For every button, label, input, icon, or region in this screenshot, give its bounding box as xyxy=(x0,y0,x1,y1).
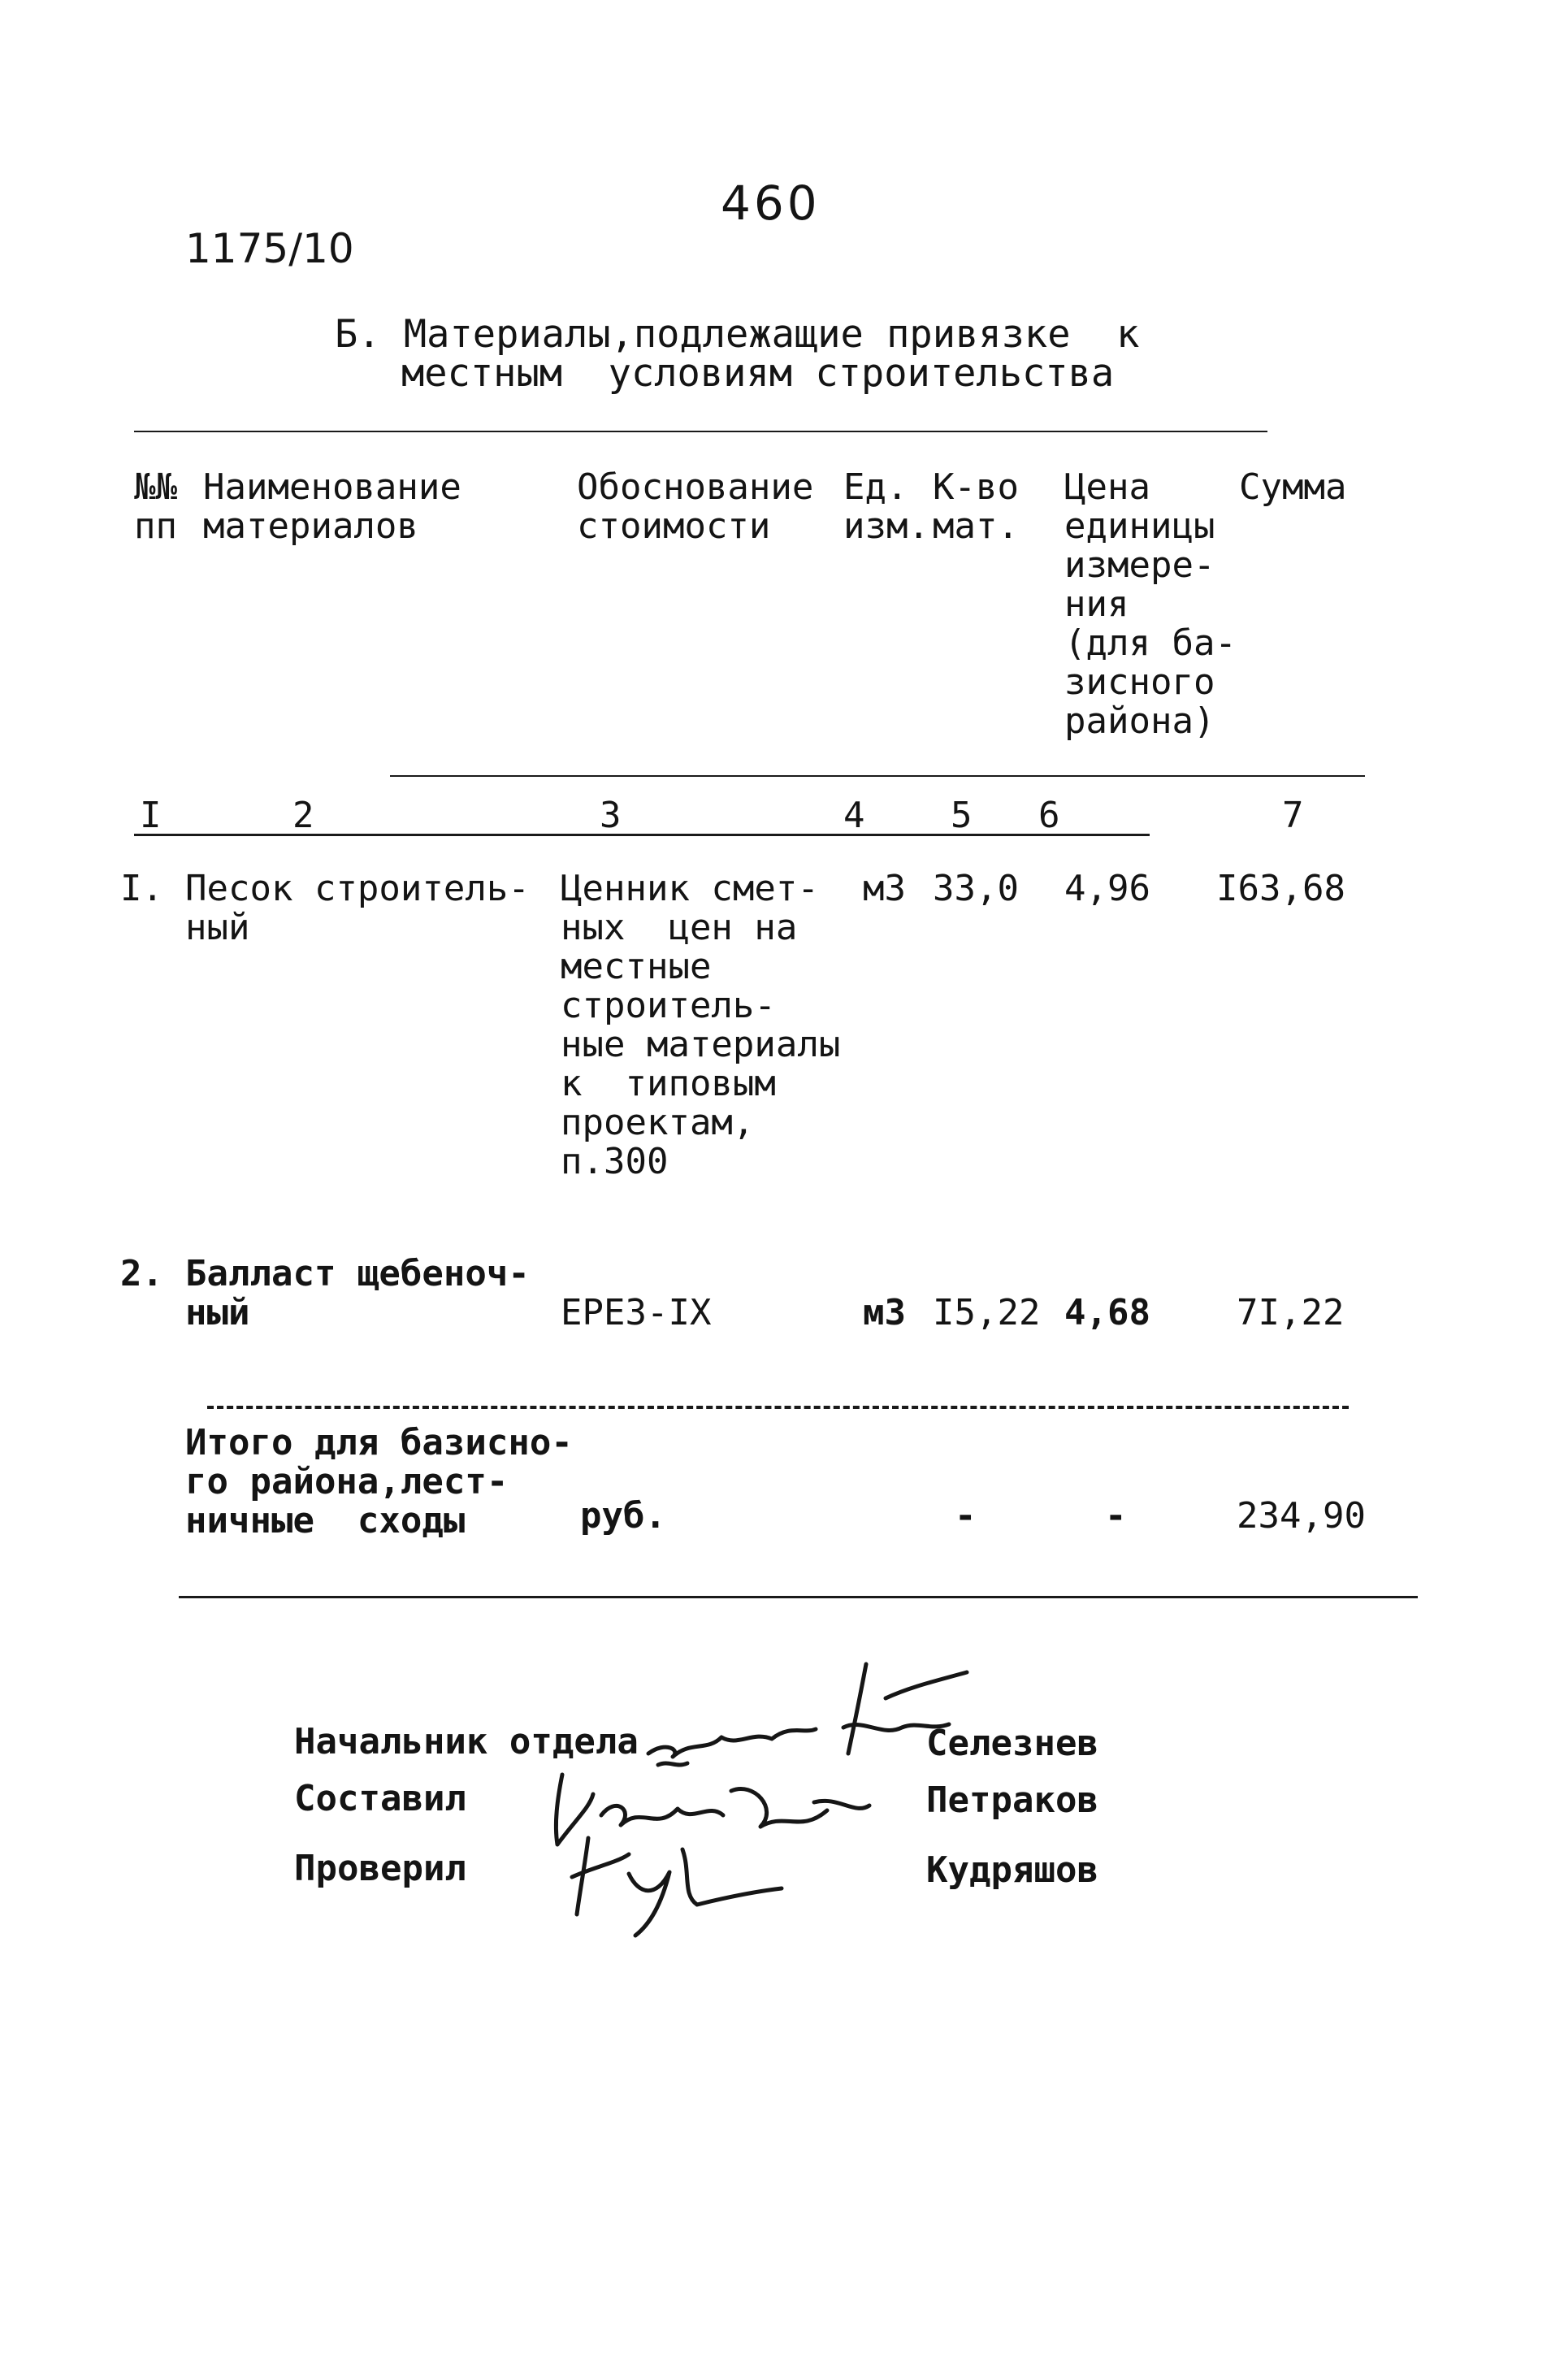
signature-head-of-department xyxy=(642,1650,983,1771)
header-col-sum: Сумма xyxy=(1239,466,1347,508)
col-number-6: 6 xyxy=(1038,795,1060,836)
signature-name-head: Селезнев xyxy=(926,1723,1098,1764)
header-col-unit: Ед. изм. xyxy=(843,466,929,547)
total-separator xyxy=(207,1406,1349,1409)
table-top-rule xyxy=(134,431,1267,432)
row-2-basis: ЕРЕЗ-IX xyxy=(561,1292,712,1333)
signature-checked xyxy=(561,1827,829,1940)
total-price: - xyxy=(1105,1495,1127,1537)
row-1-qty: 33,0 xyxy=(933,868,1019,909)
col-number-5: 5 xyxy=(951,795,973,836)
col-number-1: I xyxy=(140,795,162,836)
row-2-unit: м3 xyxy=(863,1292,906,1333)
signature-name-compiled: Петраков xyxy=(926,1780,1098,1821)
col-number-2: 2 xyxy=(292,795,314,836)
signature-role-compiled: Составил xyxy=(294,1778,466,1819)
section-title-line-1: Б. Материалы,подлежащие привязке к xyxy=(335,312,1140,357)
col-number-3: 3 xyxy=(600,795,622,836)
header-col-qty: К-во мат. xyxy=(933,466,1019,547)
row-1-name: Песок строитель- ный xyxy=(185,868,530,948)
col-number-4: 4 xyxy=(843,795,865,836)
signature-role-head: Начальник отдела xyxy=(294,1721,639,1762)
header-bottom-rule xyxy=(390,775,1365,777)
col-number-7: 7 xyxy=(1282,795,1304,836)
row-1-unit: м3 xyxy=(863,868,906,909)
signature-role-checked: Проверил xyxy=(294,1848,466,1889)
total-unit: руб. xyxy=(580,1495,666,1537)
row-2-sum: 7I,22 xyxy=(1237,1292,1345,1333)
row-2-name: Балласт щебеноч- ный xyxy=(185,1253,530,1333)
header-col-basis: Обоснование стоимости xyxy=(577,466,814,547)
archive-number: 1175/10 xyxy=(185,225,354,272)
total-label: Итого для базисно- го района,лест- ничные сходы xyxy=(185,1422,573,1541)
header-col-name: Наименование материалов xyxy=(203,466,461,547)
section-title-line-2: местным условиям строительства xyxy=(401,351,1115,396)
row-2-price: 4,68 xyxy=(1064,1292,1150,1333)
header-col-number: №№ пп xyxy=(134,466,177,547)
header-col-price: Цена единицы измере- ния (для ба- зисного района) xyxy=(1064,466,1237,742)
row-1-basis: Ценник смет- ных цен на местные строитель- ные материалы к типовым проектам, п.300 xyxy=(561,868,841,1182)
table-bottom-rule xyxy=(179,1596,1418,1598)
page-number: 460 xyxy=(721,176,821,231)
total-qty: - xyxy=(955,1495,977,1537)
row-2-number: 2. xyxy=(120,1253,163,1294)
signature-name-checked: Кудряшов xyxy=(926,1849,1098,1891)
row-2-qty: I5,22 xyxy=(933,1292,1041,1333)
row-1-sum: I63,68 xyxy=(1216,868,1345,909)
total-sum: 234,90 xyxy=(1237,1495,1366,1537)
row-1-price: 4,96 xyxy=(1064,868,1150,909)
column-number-underline xyxy=(134,834,1150,836)
row-1-number: I. xyxy=(120,868,163,909)
